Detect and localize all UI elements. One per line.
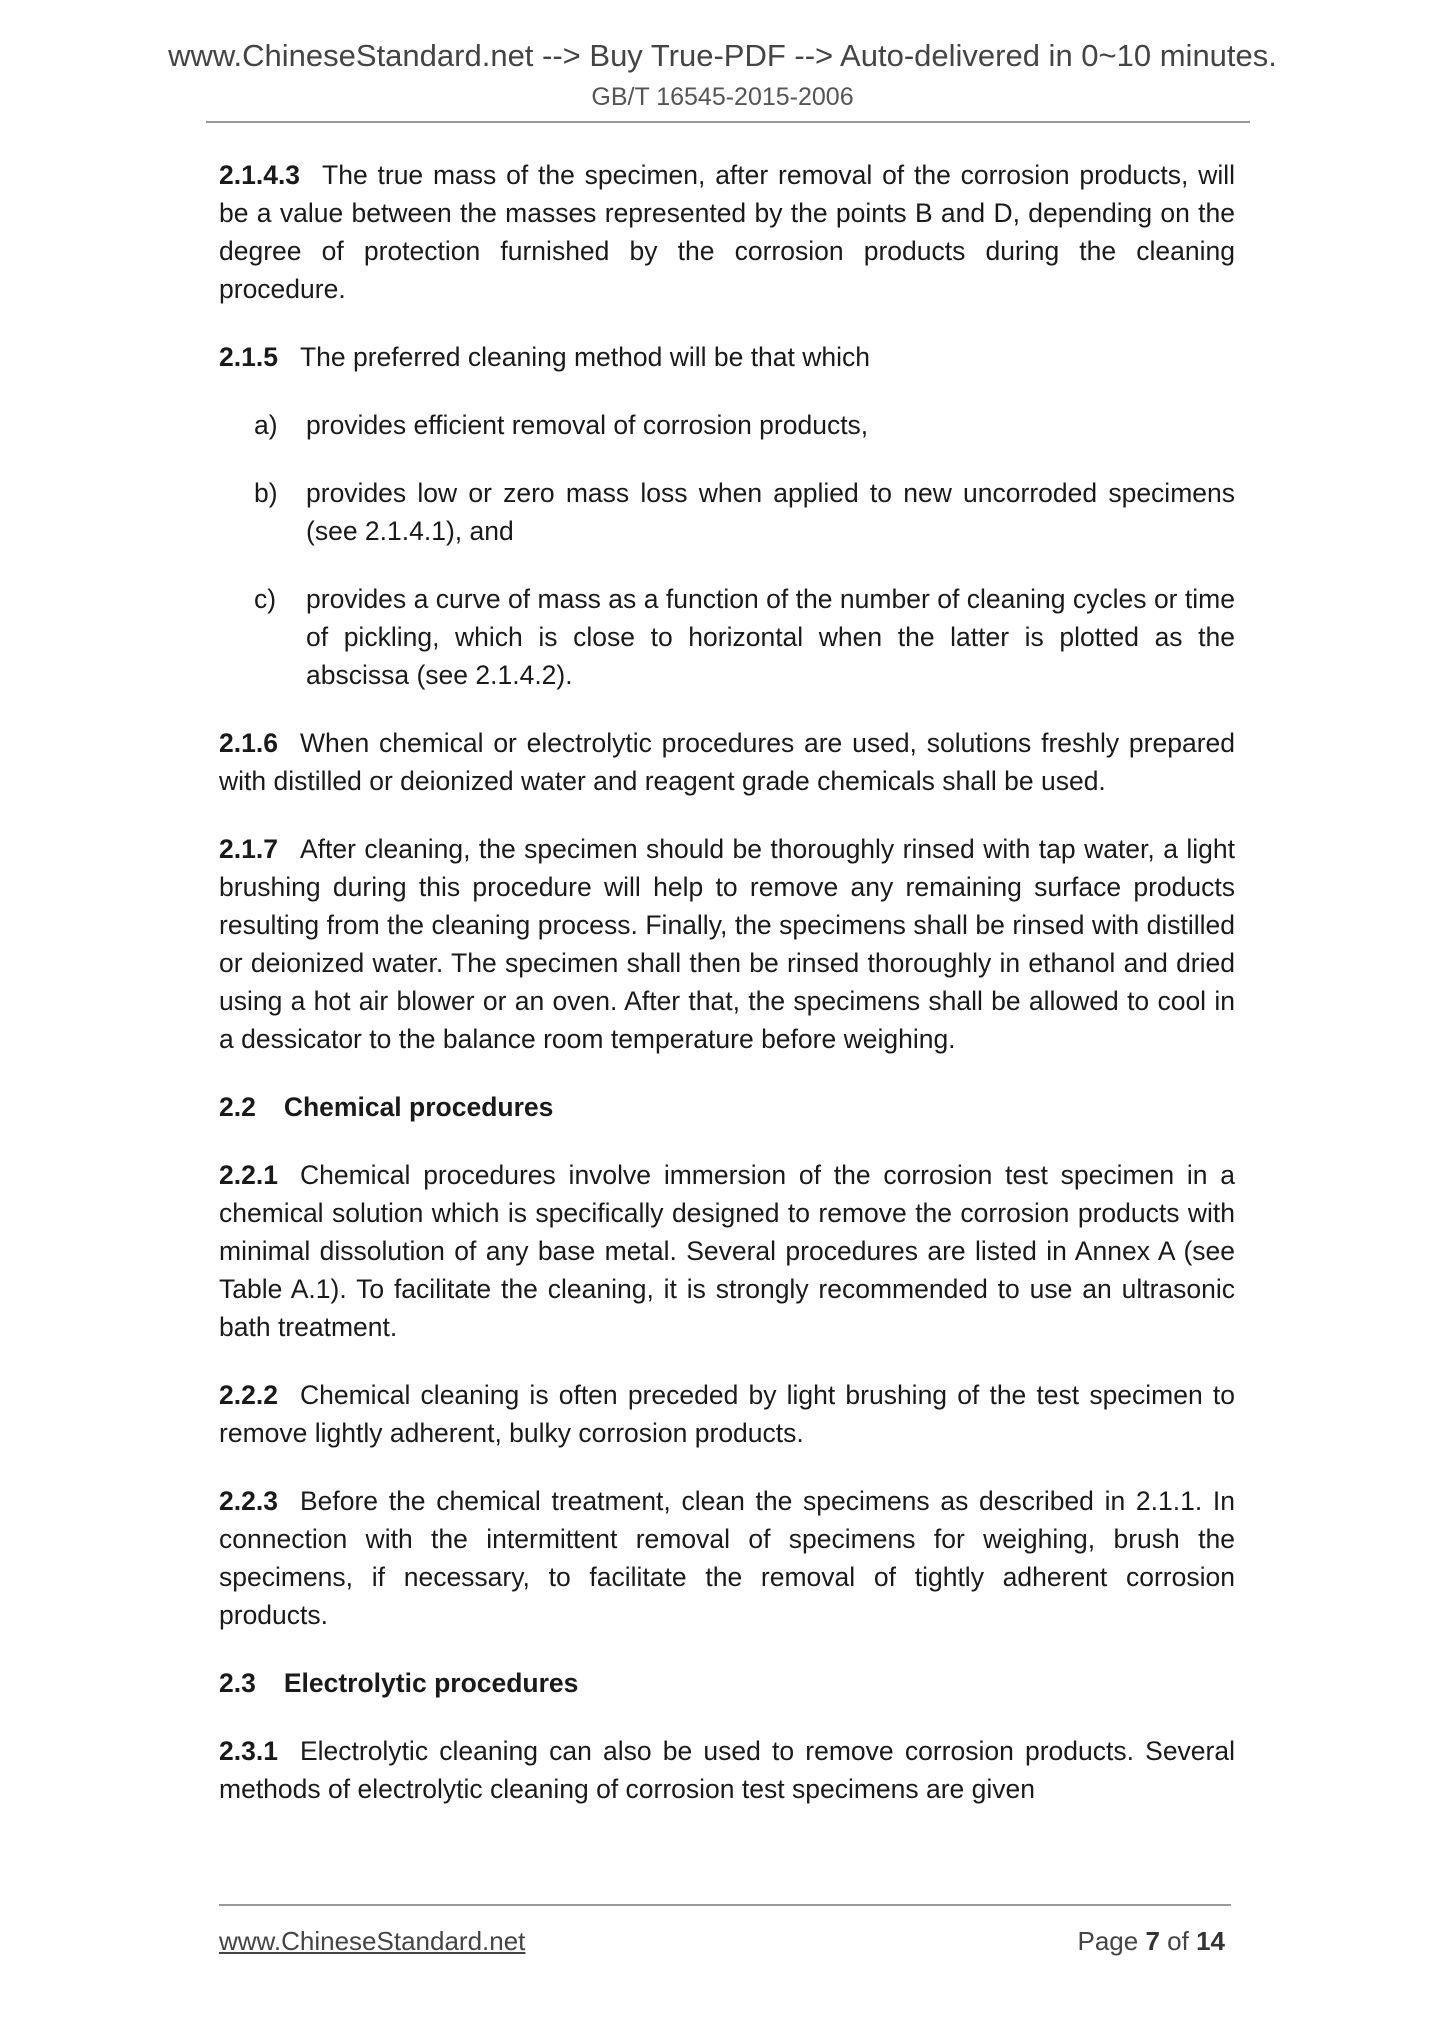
page-label: Page	[1077, 1926, 1139, 1956]
paragraph-2-3-1	[219, 1732, 1235, 1808]
list-text: provides efficient removal of corrosion products,	[306, 410, 869, 440]
list-text: provides low or zero mass loss when applied to new uncorroded specimens (see 2.1.4.1), and	[306, 478, 1235, 546]
paragraph-2-2-3	[219, 1482, 1235, 1634]
section-heading-2-3	[219, 1664, 1235, 1702]
clause-number: 2.2.2	[219, 1380, 278, 1410]
list-label: b)	[254, 478, 278, 508]
clause-number: 2.2.1	[219, 1160, 278, 1190]
section-title: Electrolytic procedures	[283, 1668, 579, 1698]
clause-text: Before the chemical treatment, clean the specimens as described in 2.1.1. In connection with the intermittent removal of specimens for weighing, brush the specimens, if necessary, to facilitate the removal of tightly adherent corrosion products.	[219, 1486, 1235, 1630]
clause-text: After cleaning, the specimen should be thoroughly rinsed with tap water, a light brushing during this procedure will help to remove any remaining surface products resulting from the cleaning process. Finally, the specimens shall be rinsed with distilled or deionized water. The specimen shall then be rinsed thoroughly in ethanol and dried using a hot air blower or an oven. After that, the specimens shall be allowed to cool in a dessicator to the balance room temperature before weighing.	[219, 834, 1235, 1054]
clause-number: 2.2.3	[219, 1486, 278, 1516]
paragraph-2-2-2	[219, 1376, 1235, 1452]
clause-text: Chemical procedures involve immersion of the corrosion test specimen in a chemical solution which is specifically designed to remove the corrosion products with minimal dissolution of any base metal. Several procedures are listed in Annex A (see Table A.1). To facilitate the cleaning, it is strongly recommended to use an ultrasonic bath treatment.	[219, 1160, 1235, 1342]
clause-number: 2.1.7	[219, 834, 278, 864]
clause-number: 2.1.4.3	[219, 160, 301, 190]
section-heading-2-2	[219, 1088, 1235, 1126]
clause-text: The preferred cleaning method will be that which	[299, 342, 871, 372]
section-number: 2.3	[219, 1668, 256, 1698]
page-of-label: of	[1167, 1926, 1189, 1956]
doc-code: GB/T 16545-2015-2006	[591, 83, 854, 111]
list-item	[219, 580, 1235, 694]
document-body	[219, 156, 1235, 1838]
list-text: provides a curve of mass as a function of the number of cleaning cycles or time of pickling, which is close to horizontal when the latter is plotted as the abscissa (see 2.1.4.2).	[306, 584, 1235, 690]
list-item	[219, 474, 1235, 550]
header-banner: www.ChineseStandard.net --> Buy True-PDF --> Auto-delivered in 0~10 minutes.	[168, 38, 1277, 73]
paragraph-2-1-7	[219, 830, 1235, 1058]
paragraph-2-1-4-3	[219, 156, 1235, 308]
clause-text: Electrolytic cleaning can also be used to remove corrosion products. Several methods of electrolytic cleaning of corrosion test specimens are given	[219, 1736, 1235, 1804]
section-number: 2.2	[219, 1092, 256, 1122]
clause-number: 2.1.5	[219, 342, 278, 372]
list-label: a)	[254, 410, 278, 440]
footer-website-link[interactable]: www.ChineseStandard.net	[219, 1926, 526, 1956]
clause-text: The true mass of the specimen, after removal of the corrosion products, will be a value between the masses represented by the points B and D, depending on the degree of protection furnished by the corrosion products during the cleaning procedure.	[219, 160, 1235, 304]
paragraph-2-2-1	[219, 1156, 1235, 1346]
list-item	[219, 406, 1235, 444]
page-indicator	[1077, 1926, 1225, 1957]
list-label: c)	[254, 584, 277, 614]
clause-number: 2.3.1	[219, 1736, 278, 1766]
clause-text: Chemical cleaning is often preceded by light brushing of the test specimen to remove lightly adherent, bulky corrosion products.	[219, 1380, 1235, 1448]
paragraph-2-1-6	[219, 724, 1235, 800]
clause-text: When chemical or electrolytic procedures are used, solutions freshly prepared with distilled or deionized water and reagent grade chemicals shall be used.	[219, 728, 1235, 796]
paragraph-2-1-5	[219, 338, 1235, 376]
footer-divider	[219, 1904, 1231, 1906]
section-title: Chemical procedures	[283, 1092, 554, 1122]
total-pages: 14	[1196, 1926, 1225, 1956]
clause-number: 2.1.6	[219, 728, 278, 758]
current-page: 7	[1145, 1926, 1160, 1956]
header-divider	[206, 121, 1250, 123]
